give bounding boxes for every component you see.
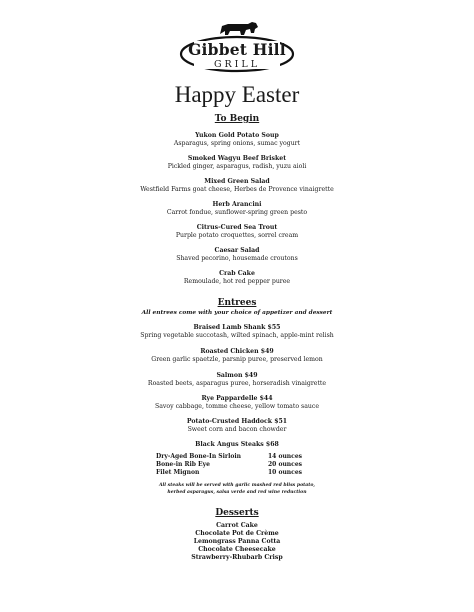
- dessert-list: [0, 522, 474, 562]
- starter-item: [0, 247, 474, 263]
- item-description: Purple potato croquettes, sorrel cream: [175, 232, 299, 239]
- entrees-section: [0, 298, 474, 317]
- steak-cut: Filet Mignon: [156, 469, 200, 477]
- desserts-section: [0, 508, 474, 519]
- starter-item: [0, 270, 474, 286]
- bull-icon: [220, 22, 258, 35]
- item-name: Mixed Green Salad: [204, 178, 270, 185]
- to-begin-section: [0, 114, 474, 125]
- dessert-item: Carrot Cake: [216, 522, 258, 529]
- item-name: Citrus-Cured Sea Trout: [196, 224, 278, 231]
- item-name: Potato-Crusted Haddock $51: [186, 418, 288, 425]
- item-name: Braised Lamb Shank $55: [193, 324, 281, 331]
- steak-note: [0, 482, 474, 496]
- item-description: Spring vegetable succotash, wilted spinach, apple-mint relish: [140, 332, 334, 339]
- steak-size: 10 ounces: [268, 469, 303, 477]
- entree-item: [0, 395, 474, 411]
- entree-item: [0, 418, 474, 434]
- section-heading-desserts: Desserts: [215, 508, 259, 518]
- starter-item: [0, 155, 474, 171]
- item-description: Pickled ginger, asparagus, radish, yuzu aioli: [167, 163, 307, 170]
- logo-name: Gibbet Hill: [188, 40, 286, 59]
- starter-item: [0, 132, 474, 148]
- item-description: Green garlic spaetzle, parsnip puree, preserved lemon: [151, 356, 323, 363]
- steak-size: 20 ounces: [268, 461, 303, 469]
- item-name: Crab Cake: [219, 270, 255, 277]
- section-heading-entrees: Entrees: [217, 298, 257, 308]
- steak-row: [156, 461, 336, 469]
- item-name: Rye Pappardelle $44: [201, 395, 273, 402]
- dessert-item: Strawberry-Rhubarb Crisp: [191, 554, 283, 561]
- steak-cut: Bone-in Rib Eye: [156, 461, 210, 469]
- steak-list: [156, 453, 336, 478]
- item-name: Caesar Salad: [214, 247, 260, 254]
- starter-item: [0, 224, 474, 240]
- item-name: Salmon $49: [216, 372, 258, 379]
- steaks-title-block: [0, 441, 474, 449]
- entrees-note: All entrees come with your choice of appetizer and dessert: [141, 310, 333, 316]
- starter-item: [0, 201, 474, 217]
- steaks-title: Black Angus Steaks $68: [195, 441, 279, 448]
- steak-row: [156, 453, 336, 461]
- item-description: Sweet corn and bacon chowder: [187, 426, 287, 433]
- item-description: Shaved pecorino, housemade croutons: [176, 255, 298, 262]
- steak-note-line: herbed asparagus, salsa verde and red wine reduction: [167, 490, 307, 495]
- steak-row: [156, 469, 336, 477]
- entree-item: [0, 324, 474, 340]
- entree-item: [0, 348, 474, 364]
- steak-note-line: All steaks will be served with garlic mashed red bliss potato,: [158, 483, 316, 488]
- section-heading-to-begin: To Begin: [214, 114, 260, 124]
- item-name: Herb Arancini: [212, 201, 262, 208]
- restaurant-logo: [178, 14, 296, 74]
- item-description: Carrot fondue, sunflower-spring green pesto: [166, 209, 308, 216]
- dessert-item: Lemongrass Panna Cotta: [193, 538, 281, 545]
- item-name: Yukon Gold Potato Soup: [195, 132, 279, 139]
- dessert-item: Chocolate Pot de Crème: [195, 530, 279, 537]
- item-description: Remoulade, hot red pepper puree: [183, 278, 291, 285]
- item-name: Roasted Chicken $49: [200, 348, 274, 355]
- item-description: Westfield Farms goat cheese, Herbes de Provence vinaigrette: [140, 186, 334, 193]
- steak-size: 14 ounces: [268, 453, 303, 460]
- item-description: Roasted beets, asparagus puree, horseradish vinaigrette: [147, 380, 327, 387]
- dessert-item: Chocolate Cheesecake: [198, 546, 276, 553]
- menu-title: Happy Easter: [174, 82, 300, 107]
- item-description: Savoy cabbage, tomme cheese, yellow tomato sauce: [154, 403, 320, 410]
- steak-cut: Dry-Aged Bone-In Sirloin: [156, 453, 241, 460]
- entree-item: [0, 372, 474, 388]
- starter-item: [0, 178, 474, 194]
- logo-subtitle: GRILL: [213, 59, 261, 70]
- item-name: Smoked Wagyu Beef Brisket: [187, 155, 287, 162]
- item-description: Asparagus, spring onions, sumac yogurt: [173, 140, 301, 147]
